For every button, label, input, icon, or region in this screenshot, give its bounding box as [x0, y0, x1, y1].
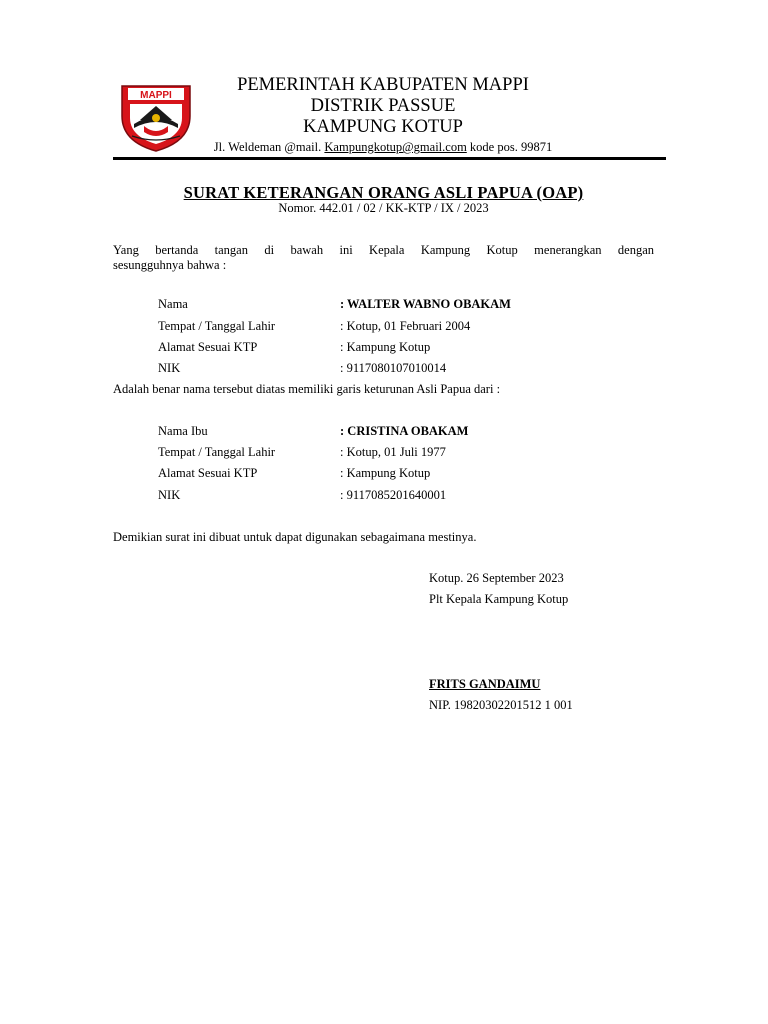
- signature-place-date: Kotup. 26 September 2023: [429, 571, 564, 585]
- lineage-statement: Adalah benar nama tersebut diatas memiliki garis keturunan Asli Papua dari :: [113, 382, 501, 396]
- header-contact-line: [150, 139, 616, 155]
- letter-number: Nomor. 442.01 / 02 / KK-KTP / IX / 2023: [278, 201, 489, 215]
- contact-address: Jl. Weldeman @mail.: [213, 140, 325, 154]
- person-nik-label: NIK: [158, 361, 181, 375]
- signature-position: Plt Kepala Kampung Kotup: [429, 592, 569, 606]
- mother-address-label: Alamat Sesuai KTP: [158, 466, 258, 480]
- mother-nik-label: NIK: [158, 488, 181, 502]
- header-district-name: DISTRIK PASSUE: [310, 96, 456, 116]
- mother-name-label: Nama Ibu: [158, 424, 208, 438]
- person-name-label: Nama: [158, 297, 188, 311]
- intro-paragraph-line-1: Yang bertanda tangan di bawah ini Kepala Kampung Kotup menerangkan dengan: [113, 243, 654, 257]
- header-divider-rule: [113, 157, 666, 160]
- letter-title: SURAT KETERANGAN ORANG ASLI PAPUA (OAP): [183, 183, 584, 202]
- person-birth-label: Tempat / Tanggal Lahir: [158, 319, 276, 333]
- person-name-value: : WALTER WABNO OBAKAM: [340, 297, 511, 311]
- person-nik-value: : 9117080107010014: [340, 361, 447, 375]
- header-government-name: PEMERINTAH KABUPATEN MAPPI: [237, 75, 529, 95]
- header-village-name: KAMPUNG KOTUP: [303, 117, 463, 137]
- mother-address-value: : Kampung Kotup: [340, 466, 431, 480]
- contact-postal-code: kode pos. 99871: [466, 140, 553, 154]
- contact-email-link[interactable]: Kampungkotup@gmail.com: [324, 140, 467, 154]
- mother-name-value: : CRISTINA OBAKAM: [340, 424, 469, 438]
- signer-name: FRITS GANDAIMU: [429, 677, 541, 691]
- person-birth-value: : Kotup, 01 Februari 2004: [340, 319, 471, 333]
- mother-birth-label: Tempat / Tanggal Lahir: [158, 445, 276, 459]
- closing-statement: Demikian surat ini dibuat untuk dapat digunakan sebagaimana mestinya.: [113, 530, 477, 544]
- signer-nip: NIP. 19820302201512 1 001: [429, 698, 573, 712]
- person-address-label: Alamat Sesuai KTP: [158, 340, 258, 354]
- person-address-value: : Kampung Kotup: [340, 340, 431, 354]
- mother-birth-value: : Kotup, 01 Juli 1977: [340, 445, 446, 459]
- mother-nik-value: : 9117085201640001: [340, 488, 447, 502]
- logo-text: MAPPI: [140, 90, 172, 101]
- intro-paragraph-line-2: sesungguhnya bahwa :: [113, 258, 227, 272]
